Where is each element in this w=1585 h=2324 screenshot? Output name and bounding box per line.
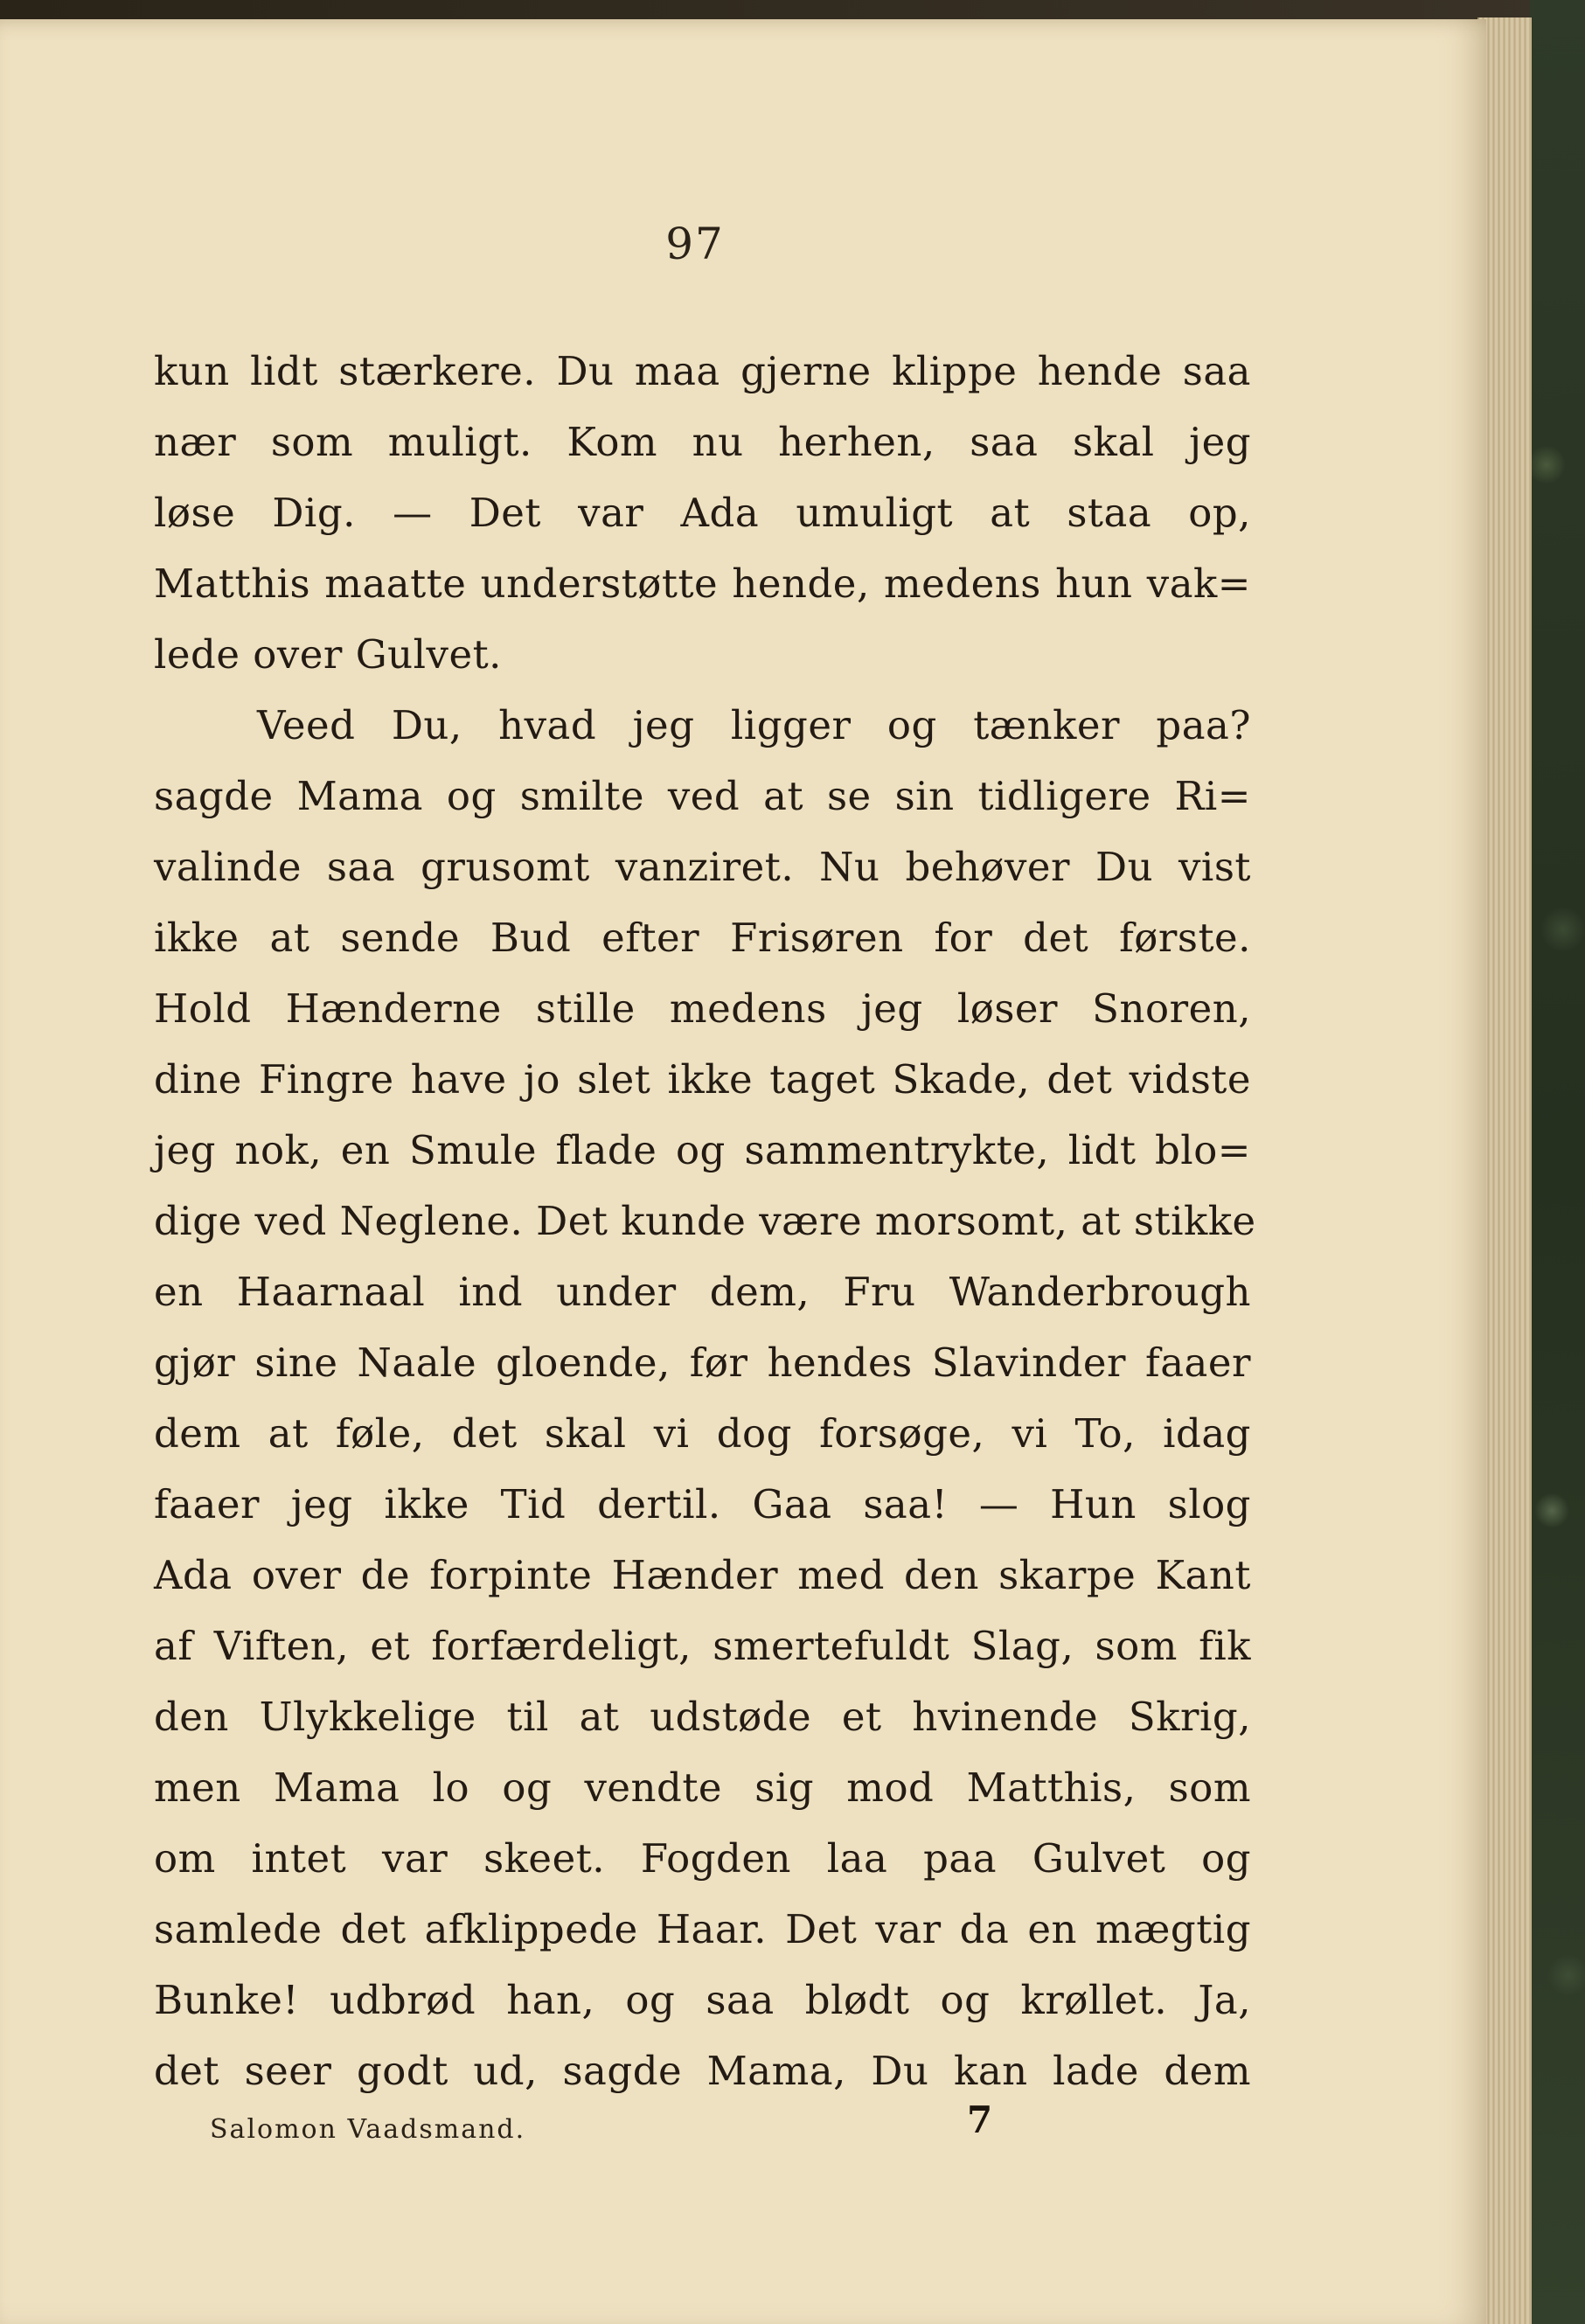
text-line: Veed Du, hvad jeg ligger og tænker paa? xyxy=(257,702,1251,748)
text-line: samlede det afklippede Haar. Det var da en mægtig xyxy=(154,1906,1251,1952)
text-line: af Viften, et forfærdeligt, smertefuldt Slag, som fik xyxy=(154,1623,1251,1669)
text-line: kun lidt stærkere. Du maa gjerne klippe hende saa xyxy=(154,348,1251,394)
text-line: lede over Gulvet. xyxy=(154,631,502,678)
book-page xyxy=(0,19,1486,2324)
text-line: det seer godt ud, sagde Mama, Du kan lade dem xyxy=(154,2048,1251,2094)
text-line: gjør sine Naale gloende, før hendes Slavinder faaer xyxy=(154,1339,1251,1386)
text-line: valinde saa grusomt vanziret. Nu behøver Du vist xyxy=(154,844,1251,890)
text-line: en Haarnaal ind under dem, Fru Wanderbrough xyxy=(154,1269,1251,1315)
text-line: den Ulykkelige til at udstøde et hvinende Skrig, xyxy=(154,1694,1251,1740)
text-line: jeg nok, en Smule flade og sammentrykte, lidt blo= xyxy=(154,1127,1251,1173)
printer-signature: Salomon Vaadsmand. xyxy=(210,2114,526,2145)
text-line: Hold Hænderne stille medens jeg løser Snoren, xyxy=(154,985,1251,1032)
body-text xyxy=(154,336,1256,2106)
text-line: dine Fingre have jo slet ikke taget Skade, det vidste xyxy=(154,1056,1251,1103)
book-cover-edge xyxy=(1530,0,1585,2324)
text-line: faaer jeg ikke Tid dertil. Gaa saa! — Hun slog xyxy=(154,1481,1251,1527)
text-line: Ada over de forpinte Hænder med den skarpe Kant xyxy=(154,1552,1251,1598)
page-number: 97 xyxy=(665,219,725,269)
text-line: Matthis maatte understøtte hende, medens hun vak= xyxy=(154,560,1251,607)
text-line: ikke at sende Bud efter Frisøren for det første. xyxy=(154,915,1251,961)
page-footer xyxy=(210,2098,997,2151)
text-line: sagde Mama og smilte ved at se sin tidligere Ri= xyxy=(154,773,1251,819)
text-line: men Mama lo og vendte sig mod Matthis, som xyxy=(154,1764,1251,1811)
text-line: dige ved Neglene. Det kunde være morsomt, at stikke xyxy=(154,1198,1256,1244)
text-line: løse Dig. — Det var Ada umuligt at staa op, xyxy=(154,490,1251,536)
sheet-number: 7 xyxy=(967,2098,993,2141)
text-line: Bunke! udbrød han, og saa blødt og krøllet. Ja, xyxy=(154,1977,1251,2023)
text-line: om intet var skeet. Fogden laa paa Gulvet og xyxy=(154,1835,1251,1882)
text-line: nær som muligt. Kom nu herhen, saa skal jeg xyxy=(154,419,1251,465)
text-line: dem at føle, det skal vi dog forsøge, vi To, idag xyxy=(154,1410,1251,1457)
